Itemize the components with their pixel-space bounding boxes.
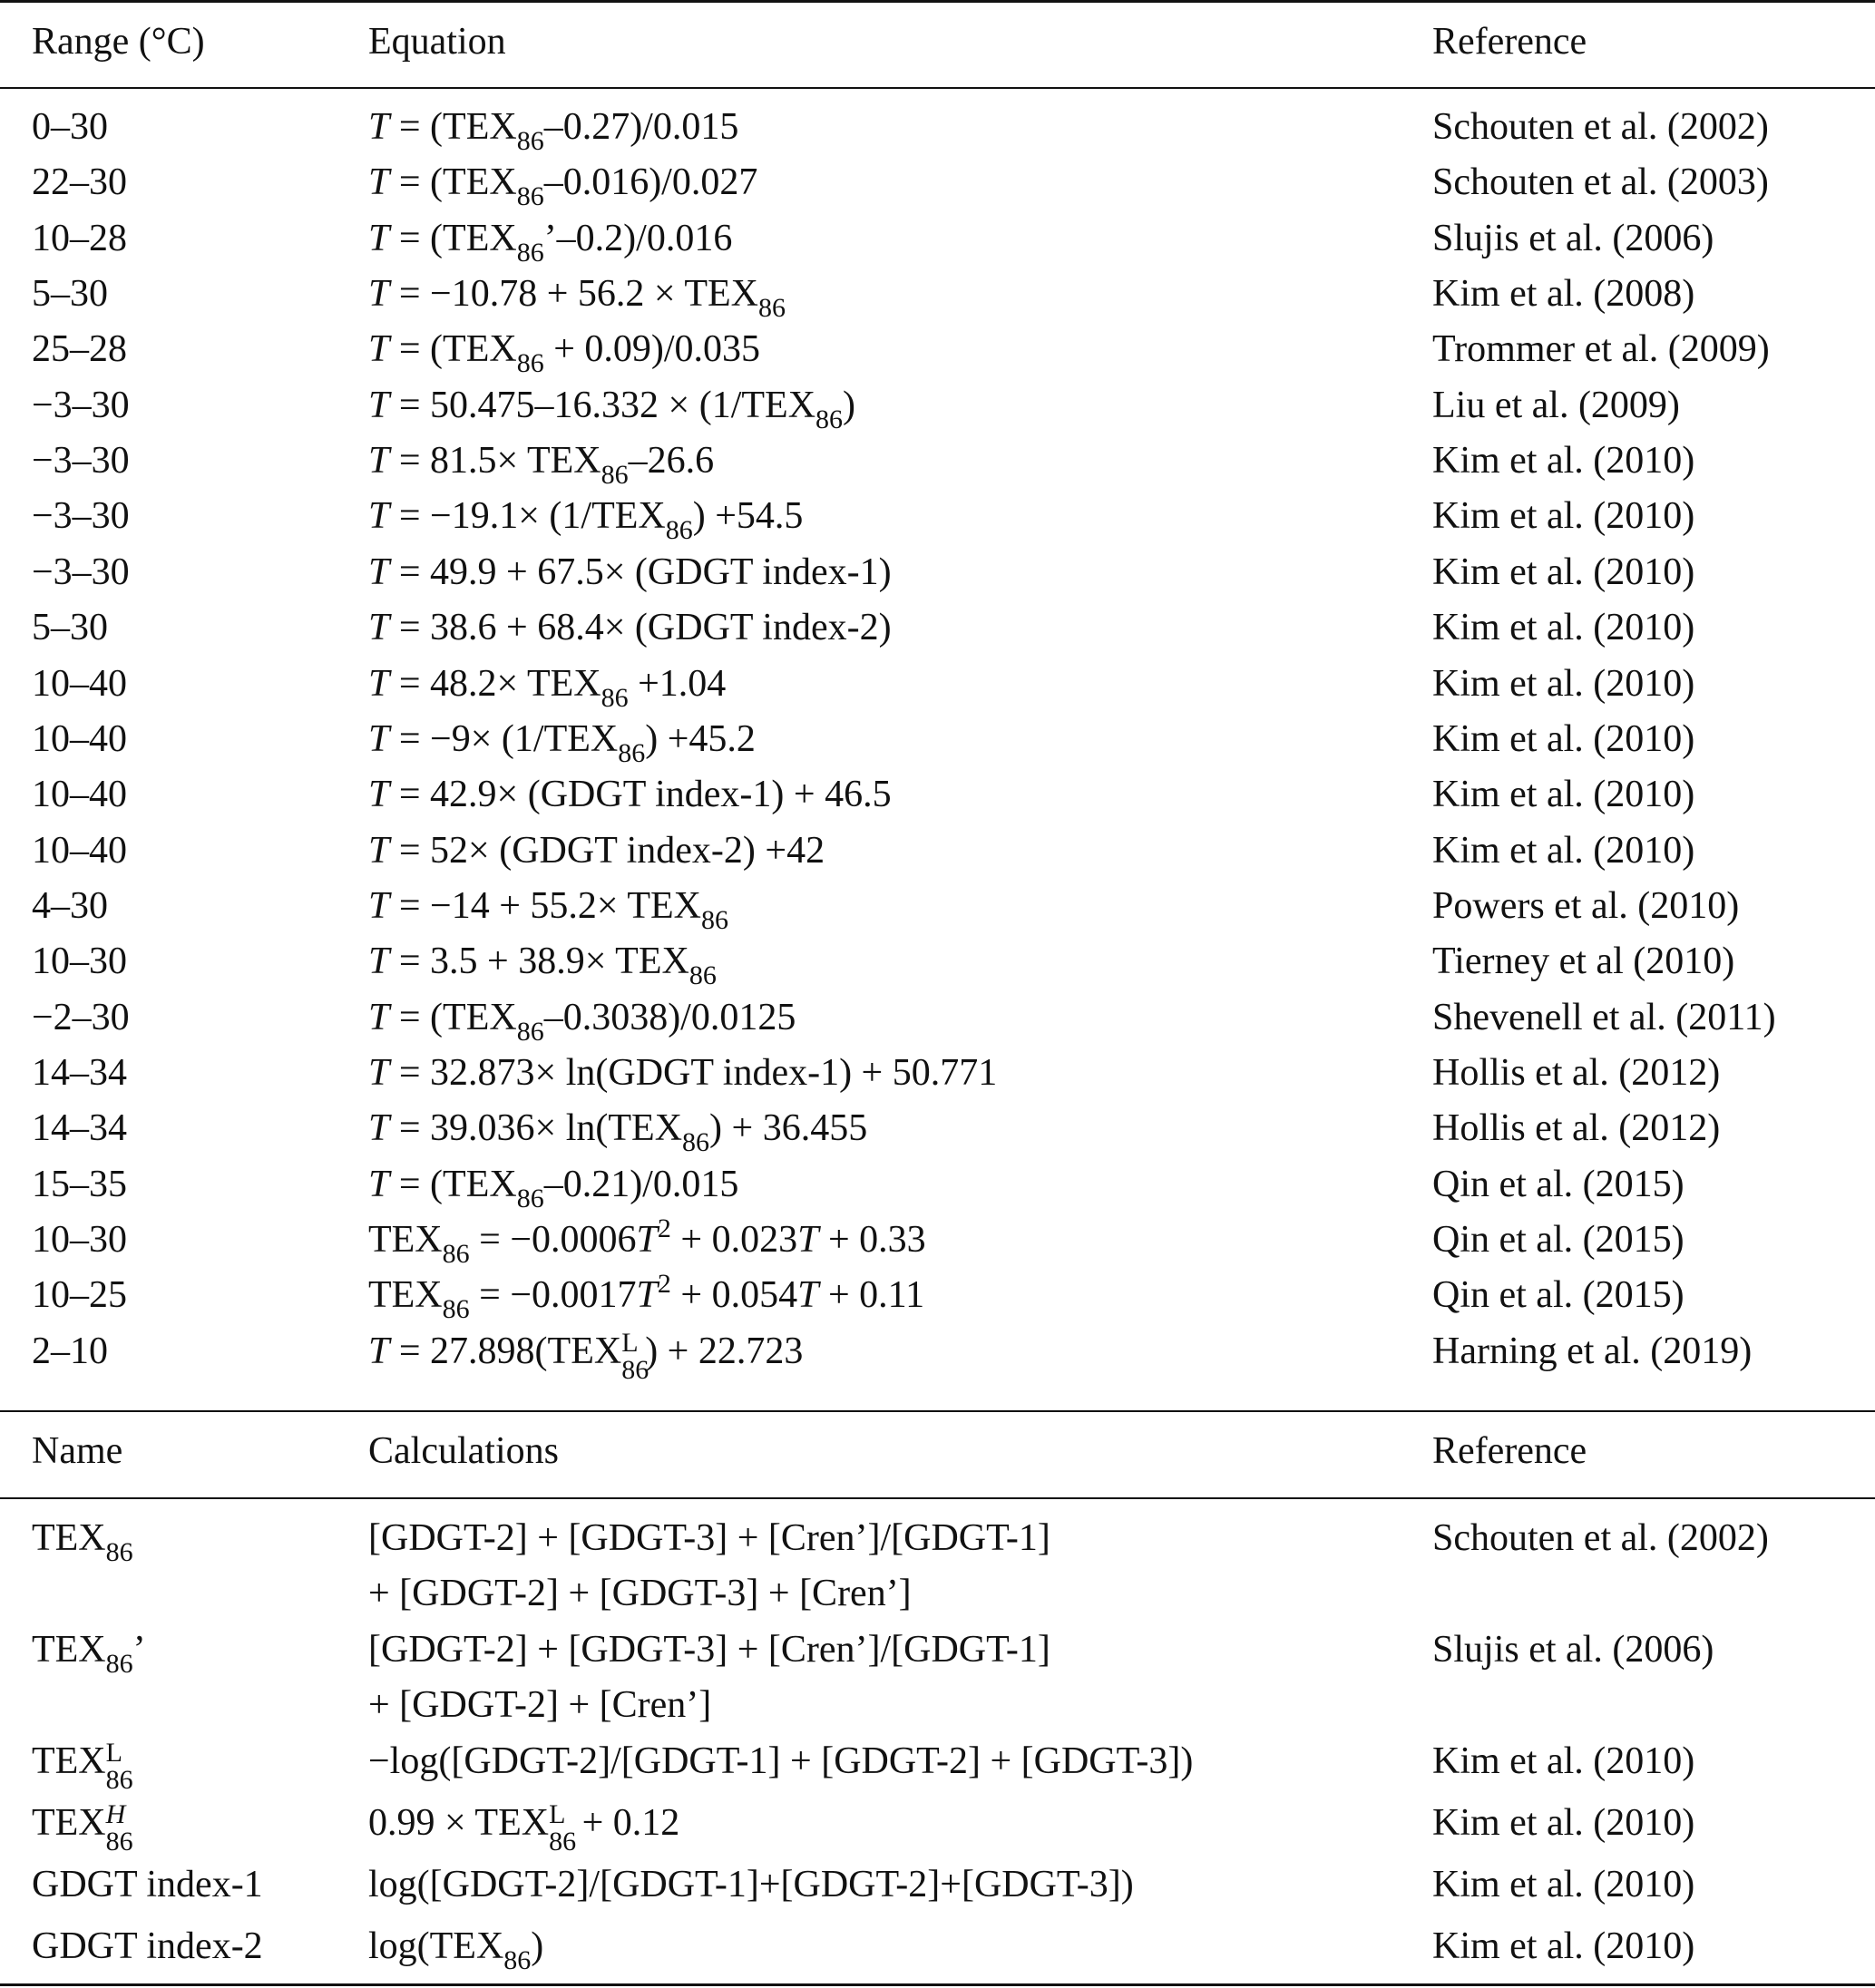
- table-row: [0, 1213, 1875, 1268]
- equation-cell: T = 27.898(TEX L 86 ) + 22.723: [368, 1327, 804, 1385]
- table-row: [0, 545, 1875, 600]
- range-cell: 14–34: [32, 1051, 127, 1094]
- subscript: 86: [516, 1016, 544, 1047]
- header-row-calculations: [0, 1424, 1875, 1479]
- table-row: [0, 1511, 1875, 1614]
- equation-cell: T = 32.873× ln(GDGT index-1) + 50.771: [368, 1051, 998, 1094]
- calculation-cell: [GDGT-2] + [GDGT-3] + [Cren’]/[GDGT-1]: [368, 1629, 1050, 1671]
- equation-cell: $T = 3.5 + 38.9\times TEX_{86}$: [368, 940, 717, 991]
- header-calculations: Calculations: [368, 1430, 559, 1472]
- equation-cell: $TEX_{86} = -0.0017T^2 + 0.054T + 0.11$: [368, 1269, 925, 1325]
- calculation-cell: −log([GDGT-2]/[GDGT-1] + [GDGT-2] + [GDGT-3]): [368, 1740, 1194, 1782]
- table-row: [0, 823, 1875, 879]
- equation-cell: $T = -14 + 55.2\times TEX_{86}$: [368, 884, 728, 935]
- section-rule: [0, 1410, 1875, 1412]
- math-variable: T: [368, 996, 390, 1038]
- equation-cell: $T = 50.475-16.332 \times (1/TEX_{86})$: [368, 384, 856, 434]
- range-cell: 10–40: [32, 774, 127, 816]
- equation-cell: $T = (TEX_{86}-0.27)/0.015$: [368, 106, 739, 156]
- top-rule: [0, 0, 1875, 3]
- equation-cell: $T = (TEX_{86}’-0.2)/0.016$: [368, 217, 733, 268]
- table-row: [0, 100, 1875, 155]
- math-variable: T: [368, 1051, 390, 1094]
- math-variable: T: [368, 1330, 390, 1372]
- sub-superscript: H 86: [105, 1799, 133, 1856]
- range-cell: 0–30: [32, 106, 108, 148]
- math-variable: T: [797, 1219, 819, 1261]
- bottom-rule: [0, 1983, 1875, 1986]
- table-row: [0, 211, 1875, 267]
- range-cell: 22–30: [32, 161, 127, 204]
- reference-cell: Powers et al. (2010): [1432, 884, 1740, 927]
- subscript: 86: [618, 737, 646, 768]
- range-cell: 10–40: [32, 717, 127, 760]
- header-reference-2: Reference: [1432, 1430, 1587, 1472]
- range-cell: 14–34: [32, 1107, 127, 1150]
- name-cell: TEX L 86: [32, 1738, 133, 1795]
- equation-cell: $T = (TEX_{86} + 0.09)/0.035$: [368, 328, 761, 379]
- equation-cell: $T = -9\times (1/TEX_{86}) +45.2$: [368, 717, 756, 768]
- reference-cell: Kim et al. (2010): [1432, 1925, 1695, 1967]
- reference-cell: Hollis et al. (2012): [1432, 1051, 1721, 1094]
- math-variable: T: [368, 440, 390, 482]
- subscript: 86: [516, 126, 544, 156]
- reference-cell: Hollis et al. (2012): [1432, 1107, 1721, 1150]
- table-row: [0, 934, 1875, 989]
- reference-cell: Kim et al. (2010): [1432, 1864, 1695, 1905]
- equation-cell: $T = -19.1\times (1/TEX_{86}) +54.5$: [368, 495, 804, 546]
- subscript: 86: [815, 404, 844, 434]
- reference-cell: Kim et al. (2010): [1432, 1740, 1695, 1782]
- math-variable: T: [368, 884, 390, 927]
- math-variable: T: [368, 384, 390, 426]
- subscript: 86: [105, 1537, 133, 1567]
- range-cell: 2–10: [32, 1330, 108, 1372]
- range-cell: −3–30: [32, 495, 130, 538]
- table-row: [0, 990, 1875, 1046]
- calculation-continuation: + [GDGT-2] + [Cren’]: [368, 1684, 712, 1726]
- range-cell: 10–30: [32, 1219, 127, 1261]
- equation-cell: $T = 48.2\times TEX_{86} +1.04$: [368, 662, 727, 713]
- header-rule: [0, 87, 1875, 89]
- range-cell: −3–30: [32, 440, 130, 482]
- range-cell: 4–30: [32, 884, 108, 927]
- table-row: [0, 1157, 1875, 1213]
- name-cell: GDGT index-1: [32, 1864, 263, 1905]
- equation-cell: $TEX_{86} = -0.0006T^2 + 0.023T + 0.33$: [368, 1213, 926, 1269]
- math-variable: T: [368, 607, 390, 649]
- math-variable: T: [368, 662, 390, 705]
- table-row: [0, 1623, 1875, 1726]
- range-cell: 10–40: [32, 829, 127, 872]
- table-row: [0, 657, 1875, 712]
- reference-cell: Kim et al. (2010): [1432, 1802, 1695, 1844]
- table-row: [0, 1268, 1875, 1323]
- calculation-cell: $\log(TEX_{86})$: [368, 1925, 544, 1975]
- name-cell: $TEX_{86}$: [32, 1517, 133, 1567]
- equation-cell: $T = 39.036\times \ln(TEX_{86}) + 36.455$: [368, 1107, 868, 1158]
- range-cell: 10–25: [32, 1274, 127, 1317]
- range-cell: −3–30: [32, 551, 130, 593]
- superscript: 2: [657, 1269, 671, 1300]
- subscript: 86: [442, 1239, 470, 1269]
- table-row: [0, 1919, 1875, 1974]
- math-variable: T: [368, 1107, 390, 1150]
- header-row-equations: [0, 15, 1875, 70]
- table-row: [0, 267, 1875, 322]
- reference-cell: Kim et al. (2010): [1432, 551, 1695, 593]
- math-variable: T: [368, 273, 390, 316]
- header-name: Name: [32, 1430, 123, 1472]
- header-range: Range (°C): [32, 21, 205, 63]
- range-cell: 10–28: [32, 217, 127, 259]
- reference-cell: Slujis et al. (2006): [1432, 217, 1714, 259]
- range-cell: 25–28: [32, 328, 127, 371]
- header-equation: Equation: [368, 21, 506, 63]
- equation-cell: T = 52× (GDGT index-2) +42: [368, 829, 825, 872]
- math-variable: T: [797, 1274, 819, 1317]
- table-row: [0, 1796, 1875, 1856]
- table-row: [0, 378, 1875, 434]
- table-row: [0, 712, 1875, 767]
- sub-superscript: L 86: [105, 1738, 133, 1795]
- equation-cell: $T = -10.78 + 56.2 \times TEX_{86}$: [368, 273, 786, 324]
- range-cell: 5–30: [32, 607, 108, 649]
- subscript: 86: [701, 904, 728, 935]
- table-row: [0, 1101, 1875, 1156]
- reference-cell: Kim et al. (2010): [1432, 495, 1695, 538]
- reference-cell: Schouten et al. (2002): [1432, 106, 1769, 148]
- table-row: [0, 1324, 1875, 1385]
- name-cell: TEX H 86: [32, 1799, 133, 1856]
- subscript: 86: [105, 1649, 133, 1679]
- equation-cell: $T = (TEX_{86}-0.3038)/0.0125$: [368, 996, 796, 1047]
- calculation-cell: log([GDGT-2]/[GDGT-1]+[GDGT-2]+[GDGT-3]): [368, 1864, 1134, 1905]
- table-row: [0, 489, 1875, 544]
- calculation-cell: 0.99 × TEX L 86 + 0.12: [368, 1799, 680, 1856]
- reference-cell: Kim et al. (2010): [1432, 607, 1695, 649]
- reference-cell: Kim et al. (2010): [1432, 440, 1695, 482]
- math-variable: T: [636, 1274, 658, 1317]
- table-row: [0, 155, 1875, 210]
- table-row: [0, 1046, 1875, 1101]
- sub-superscript: L 86: [549, 1799, 577, 1856]
- reference-cell: Kim et al. (2010): [1432, 829, 1695, 872]
- range-cell: −3–30: [32, 384, 130, 426]
- superscript: 2: [657, 1213, 671, 1243]
- subscript: 86: [516, 181, 544, 212]
- math-variable: T: [368, 161, 390, 204]
- math-variable: T: [368, 829, 390, 872]
- equation-cell: T = 38.6 + 68.4× (GDGT index-2): [368, 607, 892, 649]
- math-variable: T: [636, 1219, 658, 1261]
- subscript: 86: [682, 1127, 710, 1158]
- subscript: 86: [516, 348, 544, 379]
- table-row: [0, 1857, 1875, 1913]
- math-variable: T: [368, 328, 390, 371]
- range-cell: 10–30: [32, 940, 127, 983]
- range-cell: −2–30: [32, 996, 130, 1038]
- reference-cell: Kim et al. (2010): [1432, 662, 1695, 705]
- name-cell: GDGT index-2: [32, 1925, 263, 1967]
- header-reference: Reference: [1432, 21, 1587, 63]
- table-row: [0, 767, 1875, 823]
- table-row: [0, 879, 1875, 934]
- reference-cell: Qin et al. (2015): [1432, 1219, 1685, 1261]
- range-cell: 15–35: [32, 1163, 127, 1205]
- math-variable: T: [368, 551, 390, 593]
- header-rule-2: [0, 1497, 1875, 1499]
- math-variable: T: [368, 495, 390, 538]
- table-row: [0, 1734, 1875, 1795]
- reference-cell: Harning et al. (2019): [1432, 1330, 1753, 1372]
- equation-cell: T = 49.9 + 67.5× (GDGT index-1): [368, 551, 892, 593]
- table-row: [0, 434, 1875, 489]
- subscript: 86: [516, 237, 544, 268]
- equation-cell: $T = (TEX_{86}-0.016)/0.027$: [368, 161, 758, 212]
- reference-cell: Liu et al. (2009): [1432, 384, 1680, 426]
- subscript: 86: [601, 460, 629, 491]
- table-row: [0, 600, 1875, 656]
- equation-cell: T = 42.9× (GDGT index-1) + 46.5: [368, 774, 892, 816]
- calculation-continuation: + [GDGT-2] + [GDGT-3] + [Cren’]: [368, 1573, 912, 1614]
- sub-superscript: L 86: [621, 1327, 649, 1385]
- reference-cell: Kim et al. (2008): [1432, 273, 1695, 316]
- reference-cell: Schouten et al. (2003): [1432, 161, 1769, 204]
- table-row: [0, 322, 1875, 377]
- subscript: 86: [758, 293, 786, 324]
- reference-cell: Kim et al. (2010): [1432, 774, 1695, 816]
- subscript: 86: [688, 960, 717, 991]
- math-variable: T: [368, 774, 390, 816]
- equation-cell: $T = (TEX_{86}-0.21)/0.015$: [368, 1163, 739, 1213]
- subscript: 86: [442, 1294, 470, 1325]
- reference-cell: Kim et al. (2010): [1432, 717, 1695, 760]
- math-variable: T: [368, 217, 390, 259]
- reference-cell: Schouten et al. (2002): [1432, 1517, 1769, 1559]
- reference-cell: Tierney et al (2010): [1432, 940, 1735, 983]
- subscript: 86: [503, 1945, 532, 1975]
- reference-cell: Shevenell et al. (2011): [1432, 996, 1776, 1038]
- reference-cell: Qin et al. (2015): [1432, 1163, 1685, 1205]
- subscript: 86: [516, 1183, 544, 1213]
- math-variable: T: [368, 717, 390, 760]
- math-variable: T: [368, 106, 390, 148]
- subscript: 86: [601, 682, 629, 713]
- calculation-cell: [GDGT-2] + [GDGT-3] + [Cren’]/[GDGT-1]: [368, 1517, 1050, 1559]
- reference-cell: Slujis et al. (2006): [1432, 1629, 1714, 1671]
- range-cell: 10–40: [32, 662, 127, 705]
- equation-cell: $T = 81.5\times TEX_{86}-26.6$: [368, 440, 715, 491]
- range-cell: 5–30: [32, 273, 108, 316]
- math-variable: T: [368, 1163, 390, 1205]
- reference-cell: Qin et al. (2015): [1432, 1274, 1685, 1317]
- subscript: 86: [665, 515, 693, 546]
- name-cell: $TEX_{86}$’: [32, 1629, 146, 1679]
- reference-cell: Trommer et al. (2009): [1432, 328, 1770, 371]
- math-variable: T: [368, 940, 390, 983]
